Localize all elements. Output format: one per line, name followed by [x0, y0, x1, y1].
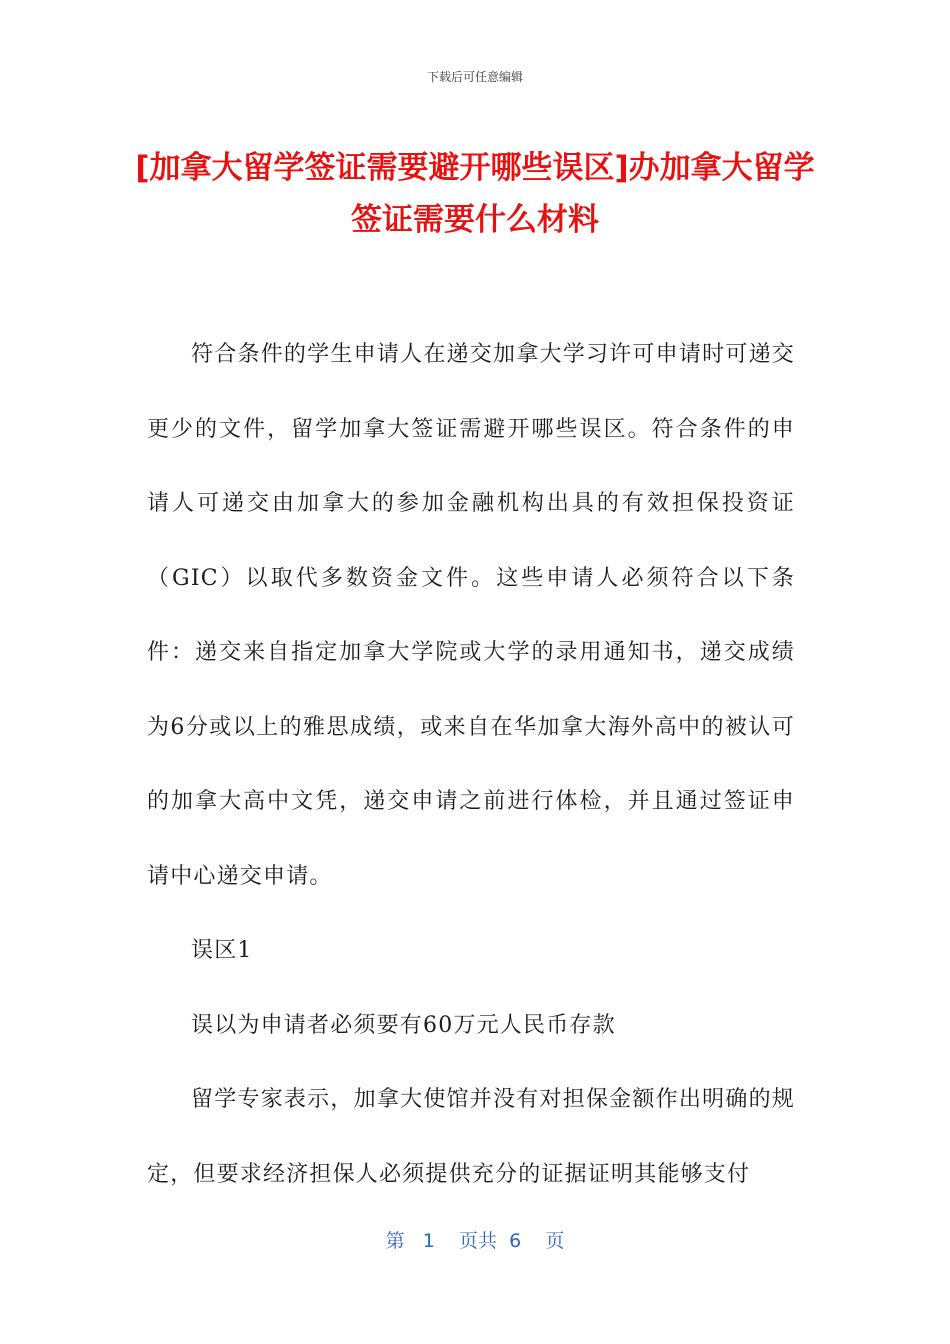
- document-title: [加拿大留学签证需要避开哪些误区]办加拿大留学签证需要什么材料: [135, 150, 815, 238]
- paragraph-intro: 符合条件的学生申请人在递交加拿大学习许可申请时可递交更少的文件，留学加拿大签证需避开哪些误区。符合条件的申请人可递交由加拿大的参加金融机构出具的有效担保投资证（GIC）以取代多数资金文件。这些申请人必须符合以下条件：递交来自指定加拿大学院或大学的录用通知书，递交成绩为6分或以上的雅思成绩，或来自在华加拿大海外高中的被认可的加拿大高中文凭，递交申请之前进行体检，并且通过签证申请中心递交申请。: [147, 342, 795, 889]
- footer-middle: 页共: [459, 1230, 498, 1252]
- header-note: 下载后可任意编辑: [426, 70, 523, 84]
- paragraph-myth-heading: 误区1: [191, 938, 253, 963]
- document-body: [147, 318, 795, 1212]
- footer-total-pages: 6: [509, 1230, 522, 1252]
- footer-current-page: 1: [422, 1230, 435, 1252]
- paragraph-myth-title: 误以为申请者必须要有60万元人民币存款: [191, 1012, 616, 1038]
- footer-suffix: 页: [545, 1230, 565, 1252]
- page-footer: [0, 1226, 950, 1253]
- paragraph-expert-note: 留学专家表示，加拿大使馆并没有对担保金额作出明确的规定，但要求经济担保人必须提供充分的证据证明其能够支付: [147, 1087, 795, 1187]
- footer-prefix: 第: [385, 1230, 405, 1252]
